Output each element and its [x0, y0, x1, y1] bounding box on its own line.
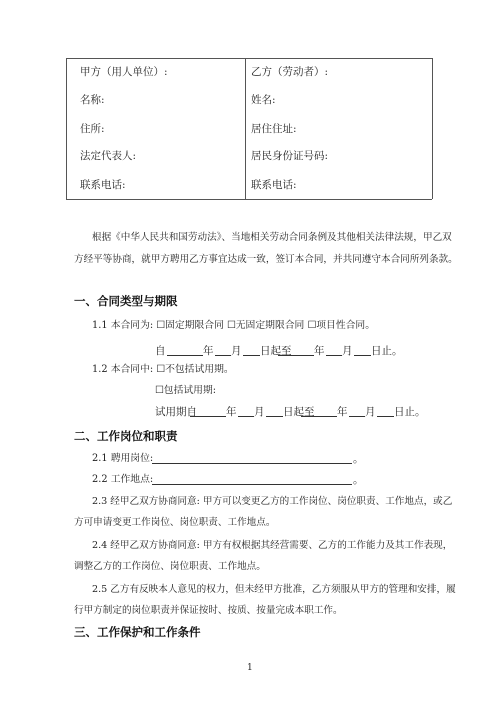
clause-2-4-line-1: 2.4 经甲乙双方协商同意: 甲方有权根据其经营需要、乙方的工作能力及其工作表现，	[92, 540, 453, 551]
location-blank	[152, 484, 352, 485]
party-a-name-label: 名称:	[80, 94, 105, 106]
clause-2-2-end: 。	[353, 474, 364, 486]
page-number: 1	[247, 663, 253, 673]
intro-line-2: 方经平等协商，就甲方聘用乙方事宜达成一致，签订本合同，并共同遵守本合同所列条款。	[74, 254, 458, 265]
clause-1-1: 1.1 本合同为: ☐固定期限合同 ☐无固定期限合同 ☐项目性合同。	[92, 320, 376, 331]
intro-line-1: 根据《中华人民共和国劳动法》、当地相关劳动合同条例及其他相关法律法规，甲乙双	[92, 232, 452, 243]
section-3-title: 三、工作保护和工作条件	[74, 625, 201, 639]
table-left-border	[66, 58, 67, 199]
clause-2-2: 2.2 工作地点:	[92, 474, 154, 485]
clause-2-5-line-2: 行甲方制定的岗位职责并保证按时、按质、按量完成本职工作。	[74, 605, 343, 616]
position-blank	[152, 463, 352, 464]
party-b-name-label: 姓名:	[251, 94, 276, 106]
clause-2-5-line-1: 2.5 乙方有反映本人意见的权力，但未经甲方批准，乙方须服从甲方的管理和安排，履	[92, 584, 456, 595]
clause-2-4-line-2: 调整乙方的工作岗位、岗位职责、工作地点。	[74, 561, 266, 572]
party-b-phone-label: 联系电话:	[251, 179, 297, 191]
party-a-phone-label: 联系电话:	[80, 179, 126, 191]
party-b-residence-label: 居住住址:	[251, 123, 297, 135]
section-1-title: 一、合同类型与期限	[74, 294, 178, 308]
table-right-border	[432, 58, 433, 199]
clause-2-3-line-1: 2.3 经甲乙双方协商同意: 甲方可以变更乙方的工作岗位、岗位职责、工作地点，或乙	[92, 496, 453, 507]
table-middle-border	[245, 58, 246, 199]
party-a-address-label: 住所:	[80, 123, 105, 135]
party-a-heading: 甲方（用人单位）:	[80, 66, 168, 78]
clause-2-3-line-2: 方可申请变更工作岗位、岗位职责、工作地点。	[74, 517, 276, 528]
clause-2-1-end: 。	[353, 453, 364, 465]
clause-2-1: 2.1 聘用岗位:	[92, 453, 154, 464]
clause-1-2-include-option: ☐包括试用期:	[155, 385, 217, 396]
table-bottom-border	[66, 199, 432, 200]
table-top-border	[66, 58, 432, 59]
party-b-heading: 乙方（劳动者）:	[251, 66, 329, 78]
section-2-title: 二、工作岗位和职责	[74, 429, 178, 443]
party-a-legal-rep-label: 法定代表人:	[80, 150, 137, 162]
clause-1-2: 1.2 本合同中: ☐不包括试用期。	[92, 364, 234, 375]
party-b-id-label: 居民身份证号码:	[251, 150, 329, 162]
